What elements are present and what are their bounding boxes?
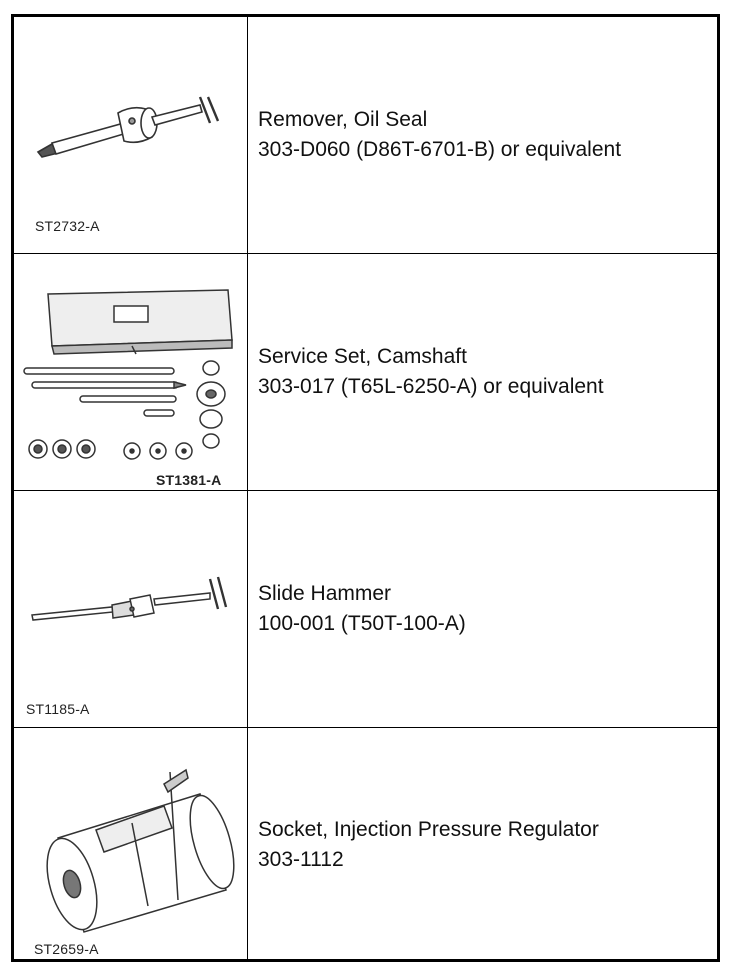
figure-code: ST2732-A (35, 218, 100, 234)
figure-code: ST1185-A (26, 701, 90, 717)
tool-description (258, 728, 707, 962)
tool-name: Service Set, Camshaft (258, 345, 467, 368)
tool-description (258, 491, 707, 727)
tool-number: 303-D060 (D86T-6701-B) or equivalent (258, 138, 622, 161)
tool-row (14, 728, 717, 962)
special-tools-table (11, 14, 720, 962)
tool-description (258, 17, 707, 253)
figure-code: ST1381-A (156, 472, 222, 488)
tool-number: 303-1112 (258, 848, 344, 871)
tool-name: Socket, Injection Pressure Regulator (258, 818, 599, 841)
tool-row (14, 17, 717, 254)
tool-row (14, 254, 717, 491)
tool-image-cell (14, 254, 248, 490)
figure-code: ST2659-A (34, 941, 99, 957)
tool-image-cell (14, 17, 248, 253)
camshaft-service-set-illustration (14, 254, 248, 490)
tool-row (14, 491, 717, 728)
tool-image-cell (14, 728, 248, 962)
tool-name: Remover, Oil Seal (258, 108, 428, 131)
tool-description (258, 254, 707, 490)
tool-number: 303-017 (T65L-6250-A) or equivalent (258, 375, 604, 398)
tool-name: Slide Hammer (258, 582, 392, 605)
tool-image-cell (14, 491, 248, 727)
slide-hammer-illustration (14, 491, 248, 727)
tool-number: 100-001 (T50T-100-A) (258, 612, 466, 635)
regulator-socket-illustration (14, 728, 248, 962)
